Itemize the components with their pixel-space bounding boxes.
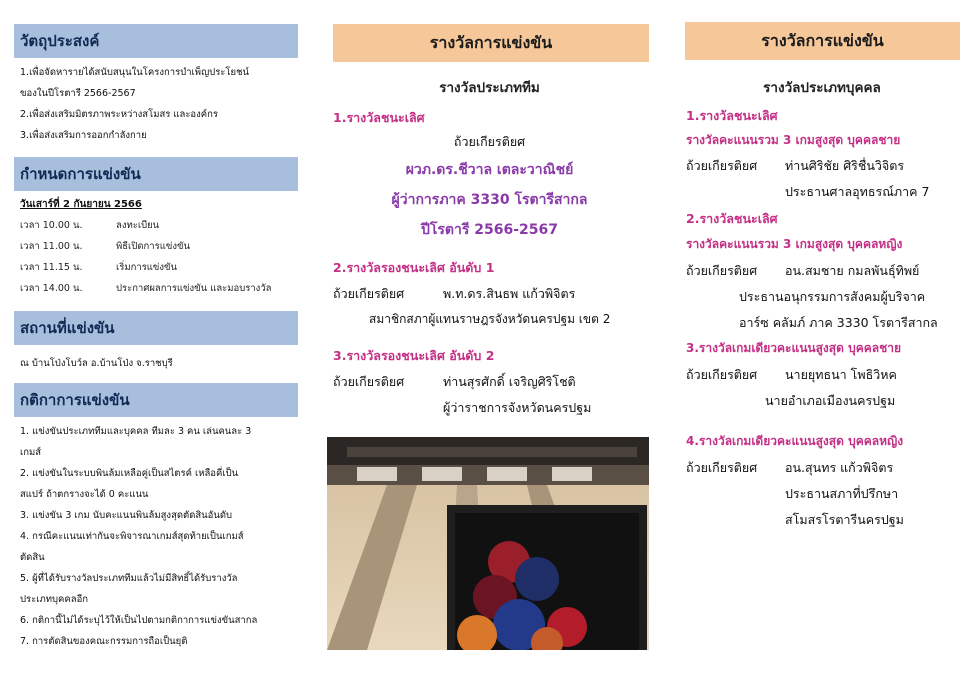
individual-award-heading: รางวัลการแข่งขัน (685, 22, 960, 60)
ind-award2-category: รางวัลคะแนนรวม 3 เกมสูงสุด บุคคลหญิง (686, 237, 903, 251)
objective-heading: วัตถุประสงค์ (14, 24, 298, 58)
schedule-row (20, 257, 298, 278)
ind-award2-title2: อาร์ซ คลัมภ์ ภาค 3330 โรตารีสากล (739, 315, 938, 330)
ind-award3-trophy: ถ้วยเกียรติยศ (686, 367, 758, 382)
ind-award1-trophy: ถ้วยเกียรติยศ (686, 158, 758, 173)
rules-heading: กติกาการแข่งขัน (14, 383, 298, 417)
schedule-time: เวลา 10.00 น. (20, 220, 83, 231)
rule-line: 1. แข่งขันประเภททีมและบุคคล ทีมละ 3 คน เล่นคนละ 3 (20, 426, 252, 437)
schedule-event: เริ่มการแข่งขัน (116, 262, 178, 273)
schedule-event: ประกาศผลการแข่งขัน และมอบรางวัล (116, 283, 272, 294)
team-award1-trophy: ถ้วยเกียรติยศ (453, 134, 526, 149)
ind-award1-category: รางวัลคะแนนรวม 3 เกมสูงสุด บุคคลชาย (686, 133, 901, 147)
schedule-time: เวลา 11.15 น. (20, 262, 83, 273)
team-award2-trophy: ถ้วยเกียรติยศ (333, 286, 405, 301)
schedule-heading: กำหนดการแข่งขัน (14, 157, 298, 191)
team-award2-rank: 2.รางวัลรองชนะเลิศ อันดับ 1 (333, 260, 495, 275)
team-award3-rank: 3.รางวัลรองชนะเลิศ อันดับ 2 (333, 348, 495, 363)
rules-section (14, 383, 298, 652)
individual-award-panel (683, 0, 961, 540)
rule-line: 6. กติกานี้ไม่ได้ระบุไว้ให้เป็นไปตามกติกาการแข่งขันสากล (20, 615, 258, 626)
ind-award3-title: นายอำเภอเมืองนครปฐม (765, 393, 896, 408)
team-award1-year: ปีโรตารี 2566-2567 (420, 222, 558, 238)
ind-award3-rank: 3.รางวัลเกมเดียวคะแนนสูงสุด บุคคลชาย (686, 341, 902, 355)
schedule-date: วันเสาร์ที่ 2 กันยายน 2566 (20, 199, 142, 210)
ind-award2-rank: 2.รางวัลชนะเลิศ (686, 211, 778, 226)
objective-line: 2.เพื่อส่งเสริมมิตรภาพระหว่างสโมสร และองค์กร (20, 109, 218, 120)
team-award3-title: ผู้ว่าราชการจังหวัดนครปฐม (443, 400, 592, 415)
schedule-row (20, 236, 298, 257)
venue-heading: สถานที่แข่งขัน (14, 311, 298, 345)
team-award-subtitle: รางวัลประเภททีม (439, 80, 540, 96)
ind-award2-name: อน.สมชาย กมลพันธุ์ทิพย์ (785, 263, 920, 278)
ind-award4-title2: สโมสรโรตารีนครปฐม (785, 512, 904, 527)
team-award3-name: ท่านสุรศักดิ์ เจริญศิริโชติ (443, 374, 576, 389)
team-award3-trophy: ถ้วยเกียรติยศ (333, 374, 405, 389)
team-award1-title: ผู้ว่าการภาค 3330 โรตารีสากล (391, 192, 588, 208)
schedule-event: ลงทะเบียน (116, 220, 160, 231)
objective-line: 1.เพื่อจัดหารายได้สนับสนุนในโครงการบำเพ็ญประโยชน์ (20, 67, 250, 78)
team-award1-name: ผวภ.ดร.ชีวาล เตละวาณิชย์ (405, 162, 574, 178)
objective-line: 3.เพื่อส่งเสริมการออกกำลังกาย (20, 130, 147, 141)
schedule-row (20, 278, 298, 299)
rule-line: ประเภทบุคคลอีก (20, 594, 89, 605)
ind-award1-rank: 1.รางวัลชนะเลิศ (686, 108, 778, 123)
schedule-time: เวลา 11.00 น. (20, 241, 83, 252)
rule-line: เกมส์ (20, 447, 42, 458)
rule-line: 3. แข่งขัน 3 เกม นับคะแนนพินล้มสูงสุดตัดสินอันดับ (20, 510, 233, 521)
rule-line: 7. การตัดสินของคณะกรรมการถือเป็นยุติ (20, 636, 188, 647)
bowling-photo (327, 437, 649, 650)
ind-award4-title1: ประธานสภาที่ปรึกษา (785, 486, 899, 501)
schedule-section (14, 157, 298, 299)
ind-award2-title1: ประธานอนุกรรมการสังคมผู้บริจาค (739, 289, 926, 304)
ind-award4-trophy: ถ้วยเกียรติยศ (686, 460, 758, 475)
team-award-panel (327, 0, 652, 437)
ind-award1-title: ประธานศาลอุทธรณ์ภาค 7 (785, 184, 930, 199)
rule-line: ตัดสิน (20, 552, 45, 563)
ind-award2-trophy: ถ้วยเกียรติยศ (686, 263, 758, 278)
ind-award1-name: ท่านศิริชัย ศิริชื่นวิจิตร (785, 158, 905, 173)
team-award-heading: รางวัลการแข่งขัน (333, 24, 649, 62)
schedule-row (20, 215, 298, 236)
team-award2-name: พ.ท.ดร.สินธพ แก้วพิจิตร (443, 286, 576, 301)
rule-line: สแปร์ ถ้าตกรางจะได้ 0 คะแนน (20, 489, 149, 500)
rule-line: 4. กรณีคะแนนเท่ากันจะพิจารณาเกมส์สุดท้ายเป็นเกมส์ (20, 531, 244, 542)
team-award2-title: สมาชิกสภาผู้แทนราษฎรจังหวัดนครปฐม เขต 2 (369, 312, 611, 326)
ind-award4-name: อน.สุนทร แก้วพิจิตร (785, 460, 894, 475)
venue-section (14, 311, 298, 374)
ind-award3-name: นายยุทธนา โพธิวิหค (785, 367, 897, 382)
ind-award4-rank: 4.รางวัลเกมเดียวคะแนนสูงสุด บุคคลหญิง (686, 434, 904, 448)
individual-award-subtitle: รางวัลประเภทบุคคล (763, 80, 881, 96)
schedule-time: เวลา 14.00 น. (20, 283, 83, 294)
rule-line: 5. ผู้ที่ได้รับรางวัลประเภททีมแล้วไม่มีสิทธิ์ได้รับรางวัล (20, 573, 238, 584)
bowling-alley-image (327, 437, 649, 650)
objective-section (14, 24, 298, 146)
team-award1-rank: 1.รางวัลชนะเลิศ (333, 110, 425, 125)
venue-text: ณ บ้านโป่งโบว์ล อ.บ้านโป่ง จ.ราชบุรี (20, 358, 173, 369)
objective-line: ของในปีโรตารี 2566-2567 (20, 88, 136, 99)
schedule-event: พิธีเปิดการแข่งขัน (116, 241, 190, 252)
rule-line: 2. แข่งขันในระบบพินล้มเหลือคู่เป็นสไตรค์ เหลือคี่เป็น (20, 468, 239, 479)
